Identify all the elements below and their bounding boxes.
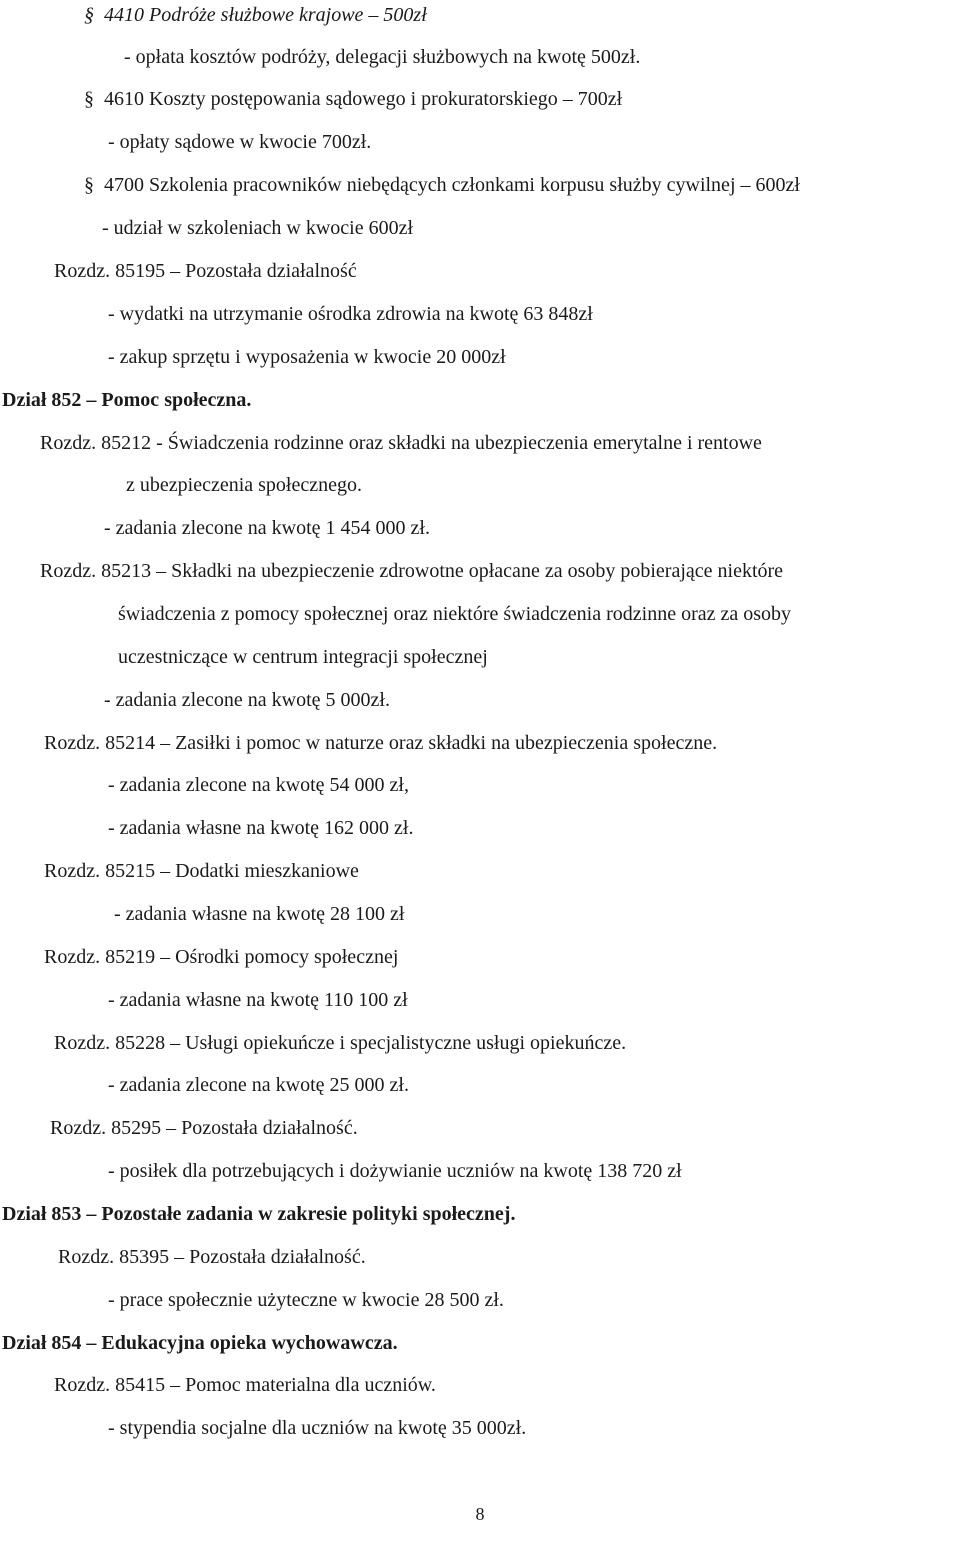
sub-item-line: - zadania własne na kwotę 28 100 zł [114,903,405,925]
sub-item-line: - udział w szkoleniach w kwocie 600zł [102,217,414,239]
line-text: 4610 Koszty postępowania sądowego i prokuratorskiego – 700zł [104,88,623,110]
sub-item-line: - prace społecznie użyteczne w kwocie 28 500 zł. [108,1289,504,1311]
sub-item-line: - opłaty sądowe w kwocie 700zł. [108,131,372,153]
subchapter-heading: Rozdz. 85215 – Dodatki mieszkaniowe [44,860,359,882]
paragraph-line [84,87,622,111]
subchapter-heading: Rozdz. 85195 – Pozostała działalność [54,260,357,282]
section-sign: § [84,4,94,26]
sub-item-line: - zakup sprzętu i wyposażenia w kwocie 20 000zł [108,346,506,368]
sub-item-line: - opłata kosztów podróży, delegacji służbowych na kwotę 500zł. [124,46,641,68]
subchapter-heading: Rozdz. 85295 – Pozostała działalność. [50,1117,358,1139]
chapter-heading: Dział 853 – Pozostałe zadania w zakresie polityki społecznej. [2,1203,516,1225]
paragraph-line [84,3,427,27]
sub-item-line: - zadania własne na kwotę 162 000 zł. [108,817,414,839]
chapter-heading: Dział 854 – Edukacyjna opieka wychowawcza. [2,1332,398,1354]
continuation-line: świadczenia z pomocy społecznej oraz niektóre świadczenia rodzinne oraz za osoby [118,603,792,625]
sub-item-line: - zadania zlecone na kwotę 5 000zł. [104,689,390,711]
line-text: 4700 Szkolenia pracowników niebędących członkami korpusu służby cywilnej – 600zł [104,174,800,196]
subchapter-heading: Rozdz. 85415 – Pomoc materialna dla uczniów. [54,1374,436,1396]
section-sign: § [84,88,94,110]
paragraph-line [84,173,800,197]
sub-item-line: - stypendia socjalne dla uczniów na kwotę 35 000zł. [108,1417,527,1439]
sub-item-line: - zadania zlecone na kwotę 25 000 zł. [108,1074,409,1096]
sub-item-line: - wydatki na utrzymanie ośrodka zdrowia na kwotę 63 848zł [108,303,593,325]
continuation-line: z ubezpieczenia społecznego. [126,474,362,496]
subchapter-heading: Rozdz. 85395 – Pozostała działalność. [58,1246,366,1268]
page-number: 8 [475,1504,485,1524]
subchapter-heading: Rozdz. 85214 – Zasiłki i pomoc w naturze oraz składki na ubezpieczenia społeczne. [44,732,718,754]
subchapter-heading: Rozdz. 85213 – Składki na ubezpieczenie zdrowotne opłacane za osoby pobierające niektóre [40,560,784,582]
sub-item-line: - zadania zlecone na kwotę 54 000 zł, [108,774,409,796]
sub-item-line: - zadania własne na kwotę 110 100 zł [108,989,408,1011]
subchapter-heading: Rozdz. 85212 - Świadczenia rodzinne oraz składki na ubezpieczenia emerytalne i rentowe [40,432,762,454]
line-text: 4410 Podróże służbowe krajowe – 500zł [104,4,427,26]
sub-item-line: - zadania zlecone na kwotę 1 454 000 zł. [104,517,430,539]
section-sign: § [84,174,94,196]
chapter-heading: Dział 852 – Pomoc społeczna. [2,389,252,411]
subchapter-heading: Rozdz. 85219 – Ośrodki pomocy społecznej [44,946,399,968]
sub-item-line: - posiłek dla potrzebujących i dożywianie uczniów na kwotę 138 720 zł [108,1160,682,1182]
continuation-line: uczestniczące w centrum integracji społecznej [118,646,488,668]
subchapter-heading: Rozdz. 85228 – Usługi opiekuńcze i specjalistyczne usługi opiekuńcze. [54,1032,627,1054]
